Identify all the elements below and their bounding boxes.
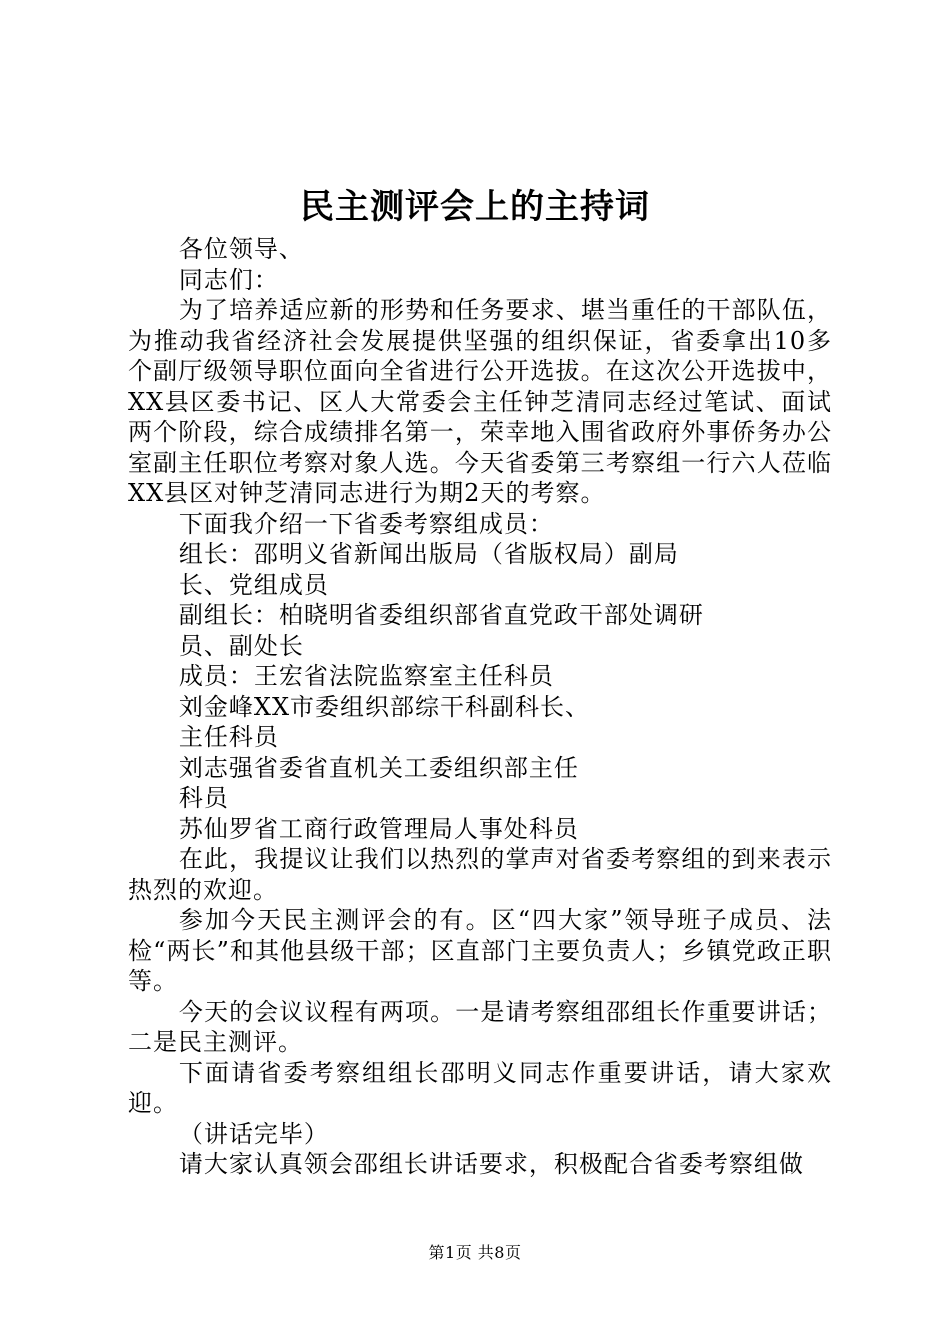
paragraph-intro: 为了培养适应新的形势和任务要求、堪当重任的干部队伍，为推动我省经济社会发展提供坚强的组织保证，省委拿出10多个副厅级领导职位面向全省进行公开选拔。在这次公开选拔中，XX县区委书记、区人大常委会主任钟芝清同志经过笔试、面试两个阶段，综合成绩排名第一，荣幸地入围省政府外事侨务办公室副主任职位考察对象人选。今天省委第三考察组一行六人莅临XX县区对钟芝清同志进行为期2天的考察。 xyxy=(128,296,832,507)
paragraph-member-4: 苏仙罗省工商行政管理局人事处科员 xyxy=(178,814,579,843)
paragraph-member-deputy-cont: 员、副处长 xyxy=(178,631,304,660)
paragraph-member-2-cont: 主任科员 xyxy=(178,723,279,751)
paragraph-member-3-cont: 科员 xyxy=(178,784,229,812)
document-title: 民主测评会上的主持词 xyxy=(300,187,650,227)
paragraph-members-heading: 下面我介绍一下省委考察组成员： xyxy=(178,509,554,538)
paragraph-member-1: 成员：王宏省法院监察室主任科员 xyxy=(178,662,554,690)
paragraph-welcome: 在此，我提议让我们以热烈的掌声对省委考察组的到来表示热烈的欢迎。 xyxy=(128,845,832,904)
page-footer: 第1页 共8页 xyxy=(428,1243,522,1262)
paragraph-member-deputy: 副组长：柏晓明省委组织部省直党政干部处调研 xyxy=(178,601,704,629)
paragraph-closing: 请大家认真领会邵组长讲话要求，积极配合省委考察组做 xyxy=(178,1150,804,1178)
paragraph-member-leader-cont: 长、党组成员 xyxy=(178,570,329,599)
paragraph-member-leader: 组长：邵明义省新闻出版局（省版权局）副局 xyxy=(178,540,679,568)
paragraph-salutation-2: 同志们： xyxy=(178,265,279,294)
paragraph-salutation-1: 各位领导、 xyxy=(178,235,304,263)
paragraph-agenda: 今天的会议议程有两项。一是请考察组邵组长作重要讲话；二是民主测评。 xyxy=(128,997,832,1056)
paragraph-member-2: 刘金峰XX市委组织部综干科副科长、 xyxy=(178,692,591,721)
document-body xyxy=(128,234,832,1180)
paragraph-speech-end: （讲话完毕） xyxy=(178,1119,329,1148)
paragraph-member-3: 刘志强省委省直机关工委组织部主任 xyxy=(178,753,579,782)
paragraph-attendees: 参加今天民主测评会的有。区“四大家”领导班子成员、法检“两长”和其他县级干部；区直部门主要负责人；乡镇党政正职等。 xyxy=(128,906,832,995)
paragraph-speech-invite: 下面请省委考察组组长邵明义同志作重要讲话，请大家欢迎。 xyxy=(128,1058,832,1117)
